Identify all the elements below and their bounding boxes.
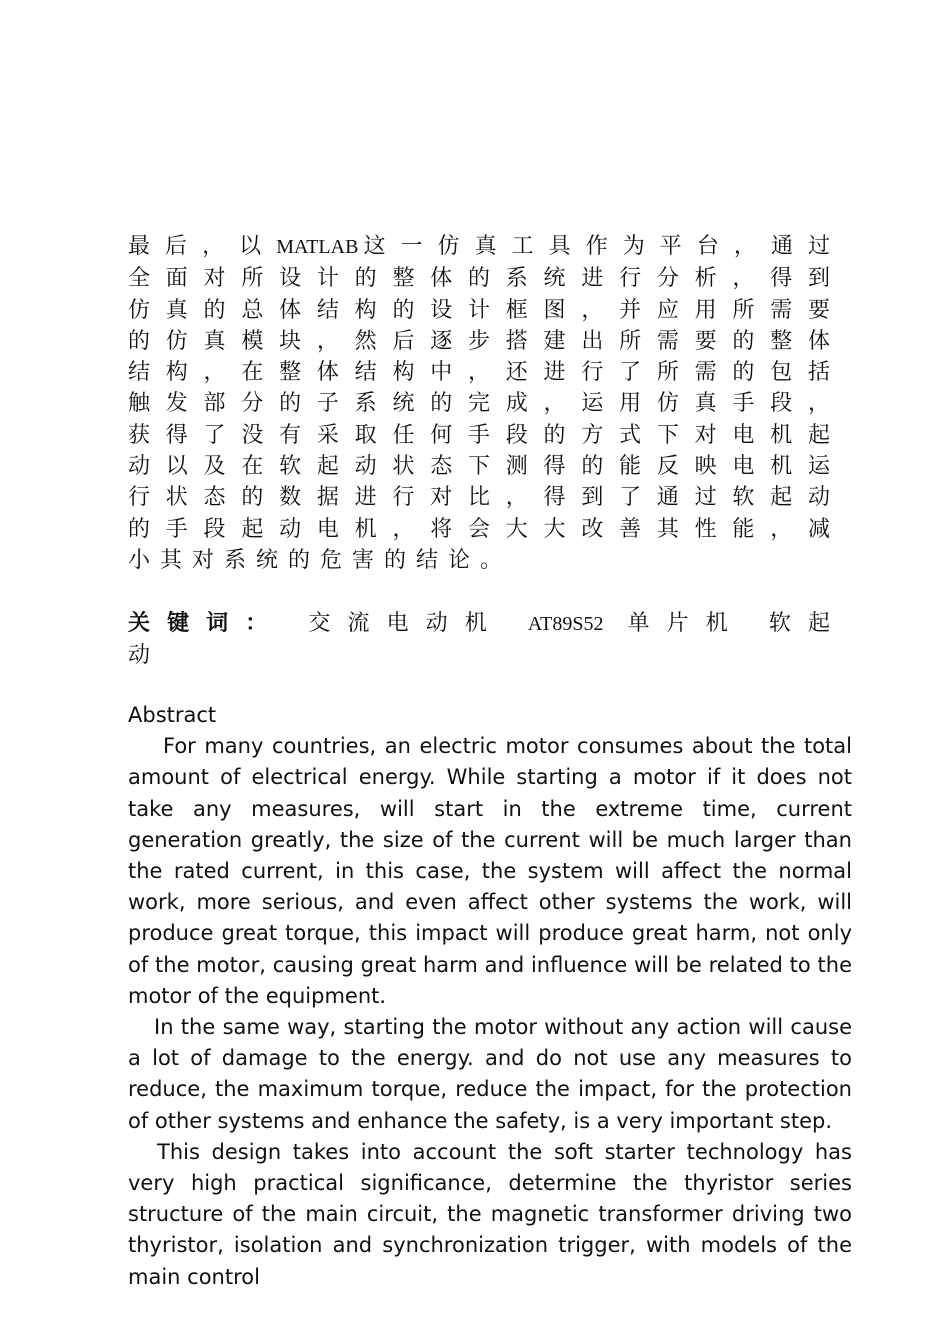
- abstract-paragraph-1: For many countries, an electric motor consumes about the total amount of electrical energy. While starting a motor if it does not take any measures, will start in the extreme time, current generation greatly, the size of the current will be much larger than the rated current, in this case, the system will affect the normal work, more serious, and even affect other systems the work, will produce great torque, this impact will produce great harm, not only of the motor, causing great harm and influence will be related to the motor of the equipment.: [128, 734, 852, 1008]
- cn-line-7: 获得了没有采取任何手段的方式下对电机起: [128, 422, 840, 448]
- cn-line-1-post: 这一仿真工具作为平台，通过: [358, 234, 840, 259]
- cn-line-11: 小其对系统的危害的结论。: [128, 547, 513, 573]
- chinese-abstract-body: [128, 231, 840, 576]
- cn-line-9: 行状态的数据进行对比，得到了通过软起动: [128, 485, 840, 511]
- cn-line-6: 触发部分的子系统的完成，运用仿真手段，: [128, 391, 840, 417]
- keyword-soft-start-part1: 软起: [768, 611, 840, 636]
- keywords-section: [128, 608, 840, 671]
- cn-line-10: 的手段起动电机，将会大大改善其性能，减: [128, 516, 840, 542]
- keywords-line-2: [128, 640, 840, 671]
- keyword-mcu-model: AT89S52: [527, 613, 604, 635]
- abstract-paragraph-3: This design takes into account the soft starter technology has very high practical significance, determine the thyristor series structure of the main circuit, the magnetic transformer driving two thyristor, isolation and synchronization trigger, with models of the main control: [128, 1139, 852, 1289]
- cn-line-8: 动以及在软起动状态下测得的能反映电机运: [128, 454, 840, 480]
- cn-line-1-pre: 最后，以: [128, 234, 277, 259]
- cn-line-5: 结构，在整体结构中，还进行了所需的包括: [128, 360, 840, 386]
- cn-line-4: 的仿真模块，然后逐步搭建出所需要的整体: [128, 328, 840, 354]
- cn-line-1-latin: MATLAB: [276, 236, 359, 258]
- keyword-ac-motor: 交流电动机: [308, 611, 504, 636]
- keyword-mcu: 单片机: [627, 611, 745, 636]
- cn-line-2: 全面对所设计的整体的系统进行分析，得到: [128, 266, 840, 292]
- cn-line-3: 仿真的总体结构的设计框图，并应用所需要: [128, 297, 840, 323]
- keyword-soft-start-part2: 动: [128, 643, 161, 668]
- abstract-heading: Abstract: [128, 703, 217, 727]
- keywords-line-1: [128, 608, 840, 640]
- keywords-label: 关键词：: [128, 610, 285, 636]
- english-abstract: [128, 700, 852, 1293]
- cn-line-1: [128, 231, 840, 263]
- abstract-paragraph-2: In the same way, starting the motor without any action will cause a lot of damage to the energy. and do not use any measures to reduce, the maximum torque, reduce the impact, for the protection of other systems and enhance the safety, is a very important step.: [128, 1015, 852, 1133]
